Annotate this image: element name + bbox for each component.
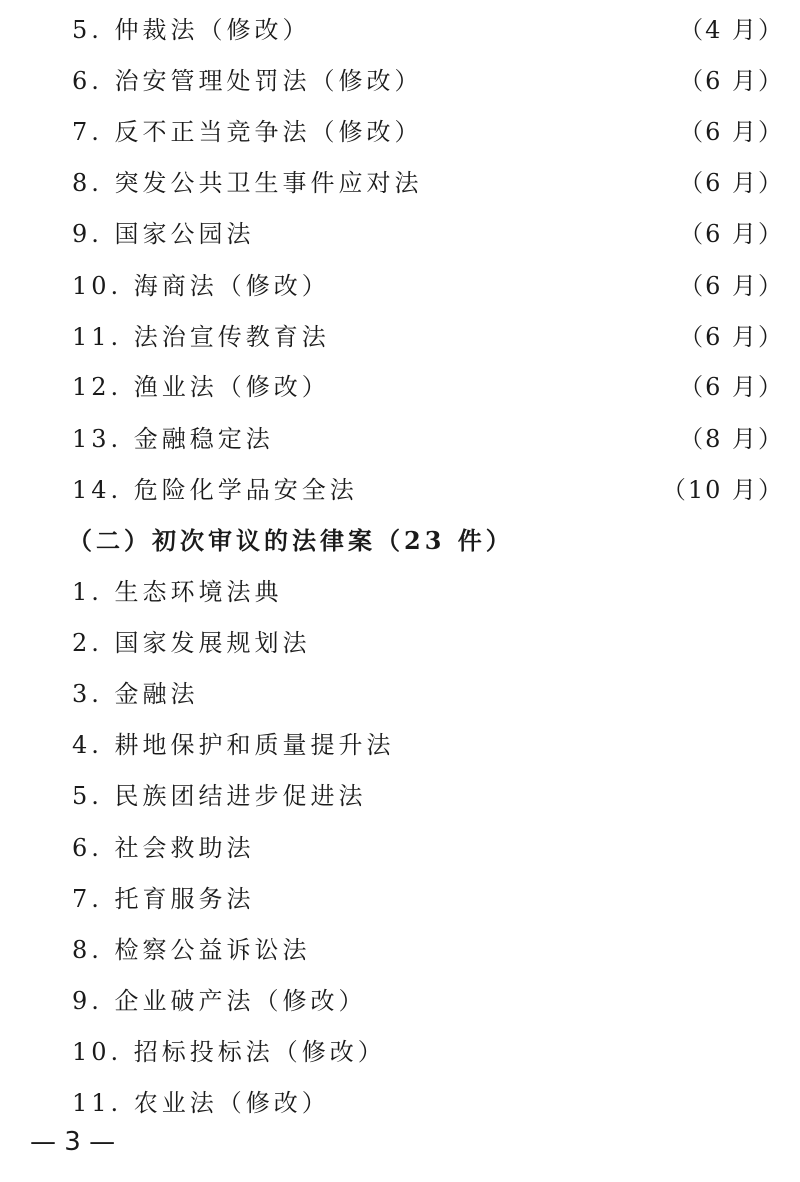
law-item-row bbox=[0, 828, 800, 868]
law-item-label: 6. 治安管理处罚法（修改） bbox=[72, 67, 423, 95]
law-item-label: 2. 国家发展规划法 bbox=[72, 629, 311, 657]
law-item-row bbox=[0, 674, 800, 714]
law-item-month: （8 月） bbox=[679, 425, 784, 453]
law-item-month: （6 月） bbox=[679, 323, 784, 351]
law-item-row bbox=[0, 930, 800, 970]
law-item-label: 11. 法治宣传教育法 bbox=[72, 323, 330, 351]
law-item-label: 9. 国家公园法 bbox=[72, 220, 255, 248]
law-item-row bbox=[0, 112, 800, 152]
law-item-label: 8. 检察公益诉讼法 bbox=[72, 936, 311, 964]
law-item-label: 14. 危险化学品安全法 bbox=[72, 476, 358, 504]
law-item-label: 5. 民族团结进步促进法 bbox=[72, 782, 367, 810]
law-item-row bbox=[0, 776, 800, 816]
law-item-row bbox=[0, 10, 800, 50]
law-item-row bbox=[0, 1032, 800, 1072]
law-item-month: （6 月） bbox=[679, 169, 784, 197]
law-item-month: （6 月） bbox=[679, 272, 784, 300]
law-item-row bbox=[0, 623, 800, 663]
law-item-row bbox=[0, 470, 800, 510]
law-item-row bbox=[0, 981, 800, 1021]
law-item-label: 3. 金融法 bbox=[72, 680, 199, 708]
law-item-row bbox=[0, 367, 800, 407]
law-item-label: 8. 突发公共卫生事件应对法 bbox=[72, 169, 423, 197]
law-item-label: 12. 渔业法（修改） bbox=[72, 373, 330, 401]
law-item-month: （6 月） bbox=[679, 118, 784, 146]
law-item-row bbox=[0, 266, 800, 306]
law-item-row bbox=[0, 317, 800, 357]
law-item-row bbox=[0, 572, 800, 612]
law-item-label: 11. 农业法（修改） bbox=[72, 1089, 330, 1117]
law-item-row bbox=[0, 879, 800, 919]
law-item-label: 13. 金融稳定法 bbox=[72, 425, 274, 453]
law-item-month: （10 月） bbox=[661, 476, 784, 504]
law-item-label: 1. 生态环境法典 bbox=[72, 578, 283, 606]
law-item-row bbox=[0, 214, 800, 254]
law-item-month: （6 月） bbox=[679, 67, 784, 95]
law-item-label: 4. 耕地保护和质量提升法 bbox=[72, 731, 395, 759]
law-item-month: （4 月） bbox=[679, 16, 784, 44]
law-item-month: （6 月） bbox=[679, 373, 784, 401]
law-item-label: 9. 企业破产法（修改） bbox=[72, 987, 367, 1015]
law-item-row bbox=[0, 419, 800, 459]
law-item-month: （6 月） bbox=[679, 220, 784, 248]
law-item-label: 10. 海商法（修改） bbox=[72, 272, 330, 300]
law-item-row bbox=[0, 61, 800, 101]
law-item-row bbox=[0, 725, 800, 765]
section-heading-row bbox=[0, 521, 800, 561]
law-item-label: 7. 反不正当竞争法（修改） bbox=[72, 118, 423, 146]
law-item-row bbox=[0, 163, 800, 203]
law-item-label: 5. 仲裁法（修改） bbox=[72, 16, 311, 44]
law-item-label: 7. 托育服务法 bbox=[72, 885, 255, 913]
page-number: — 3 — bbox=[30, 1127, 116, 1157]
law-item-label: 10. 招标投标法（修改） bbox=[72, 1038, 386, 1066]
law-item-label: 6. 社会救助法 bbox=[72, 834, 255, 862]
section-heading: （二）初次审议的法律案（23 件） bbox=[68, 526, 514, 555]
law-item-row bbox=[0, 1083, 800, 1123]
